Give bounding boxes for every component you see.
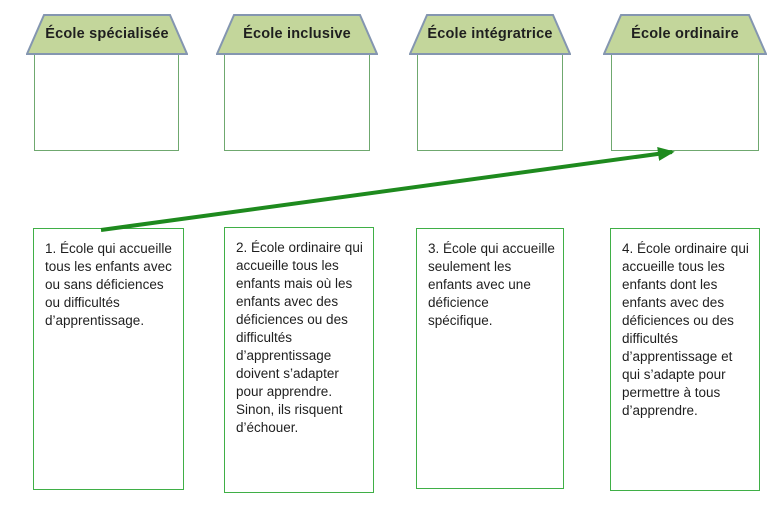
house-body <box>611 54 759 151</box>
house-body <box>34 54 179 151</box>
house-label: École intégratrice <box>427 26 553 42</box>
house-body <box>224 54 370 151</box>
house-label: École spécialisée <box>45 26 169 42</box>
house-label: École inclusive <box>243 26 351 42</box>
description-box-3: 3. École qui accueille seulement les enfants avec une déficience spécifique. <box>416 228 564 489</box>
house-body <box>417 54 563 151</box>
description-box-4: 4. École ordinaire qui accueille tous les enfants dont les enfants avec des déficiences ou des difficultés d’apprentissage et qui s’adapte pour permettre à tous d’apprendre. <box>610 228 760 491</box>
description-box-2: 2. École ordinaire qui accueille tous les enfants mais où les enfants avec des déficiences ou des difficultés d’apprentissage doivent s’adapter pour apprendre. Sinon, ils risquent d’échouer. <box>224 227 374 493</box>
description-box-1: 1. École qui accueille tous les enfants avec ou sans déficiences ou difficultés d’apprentissage. <box>33 228 184 490</box>
house-label: École ordinaire <box>631 26 739 42</box>
